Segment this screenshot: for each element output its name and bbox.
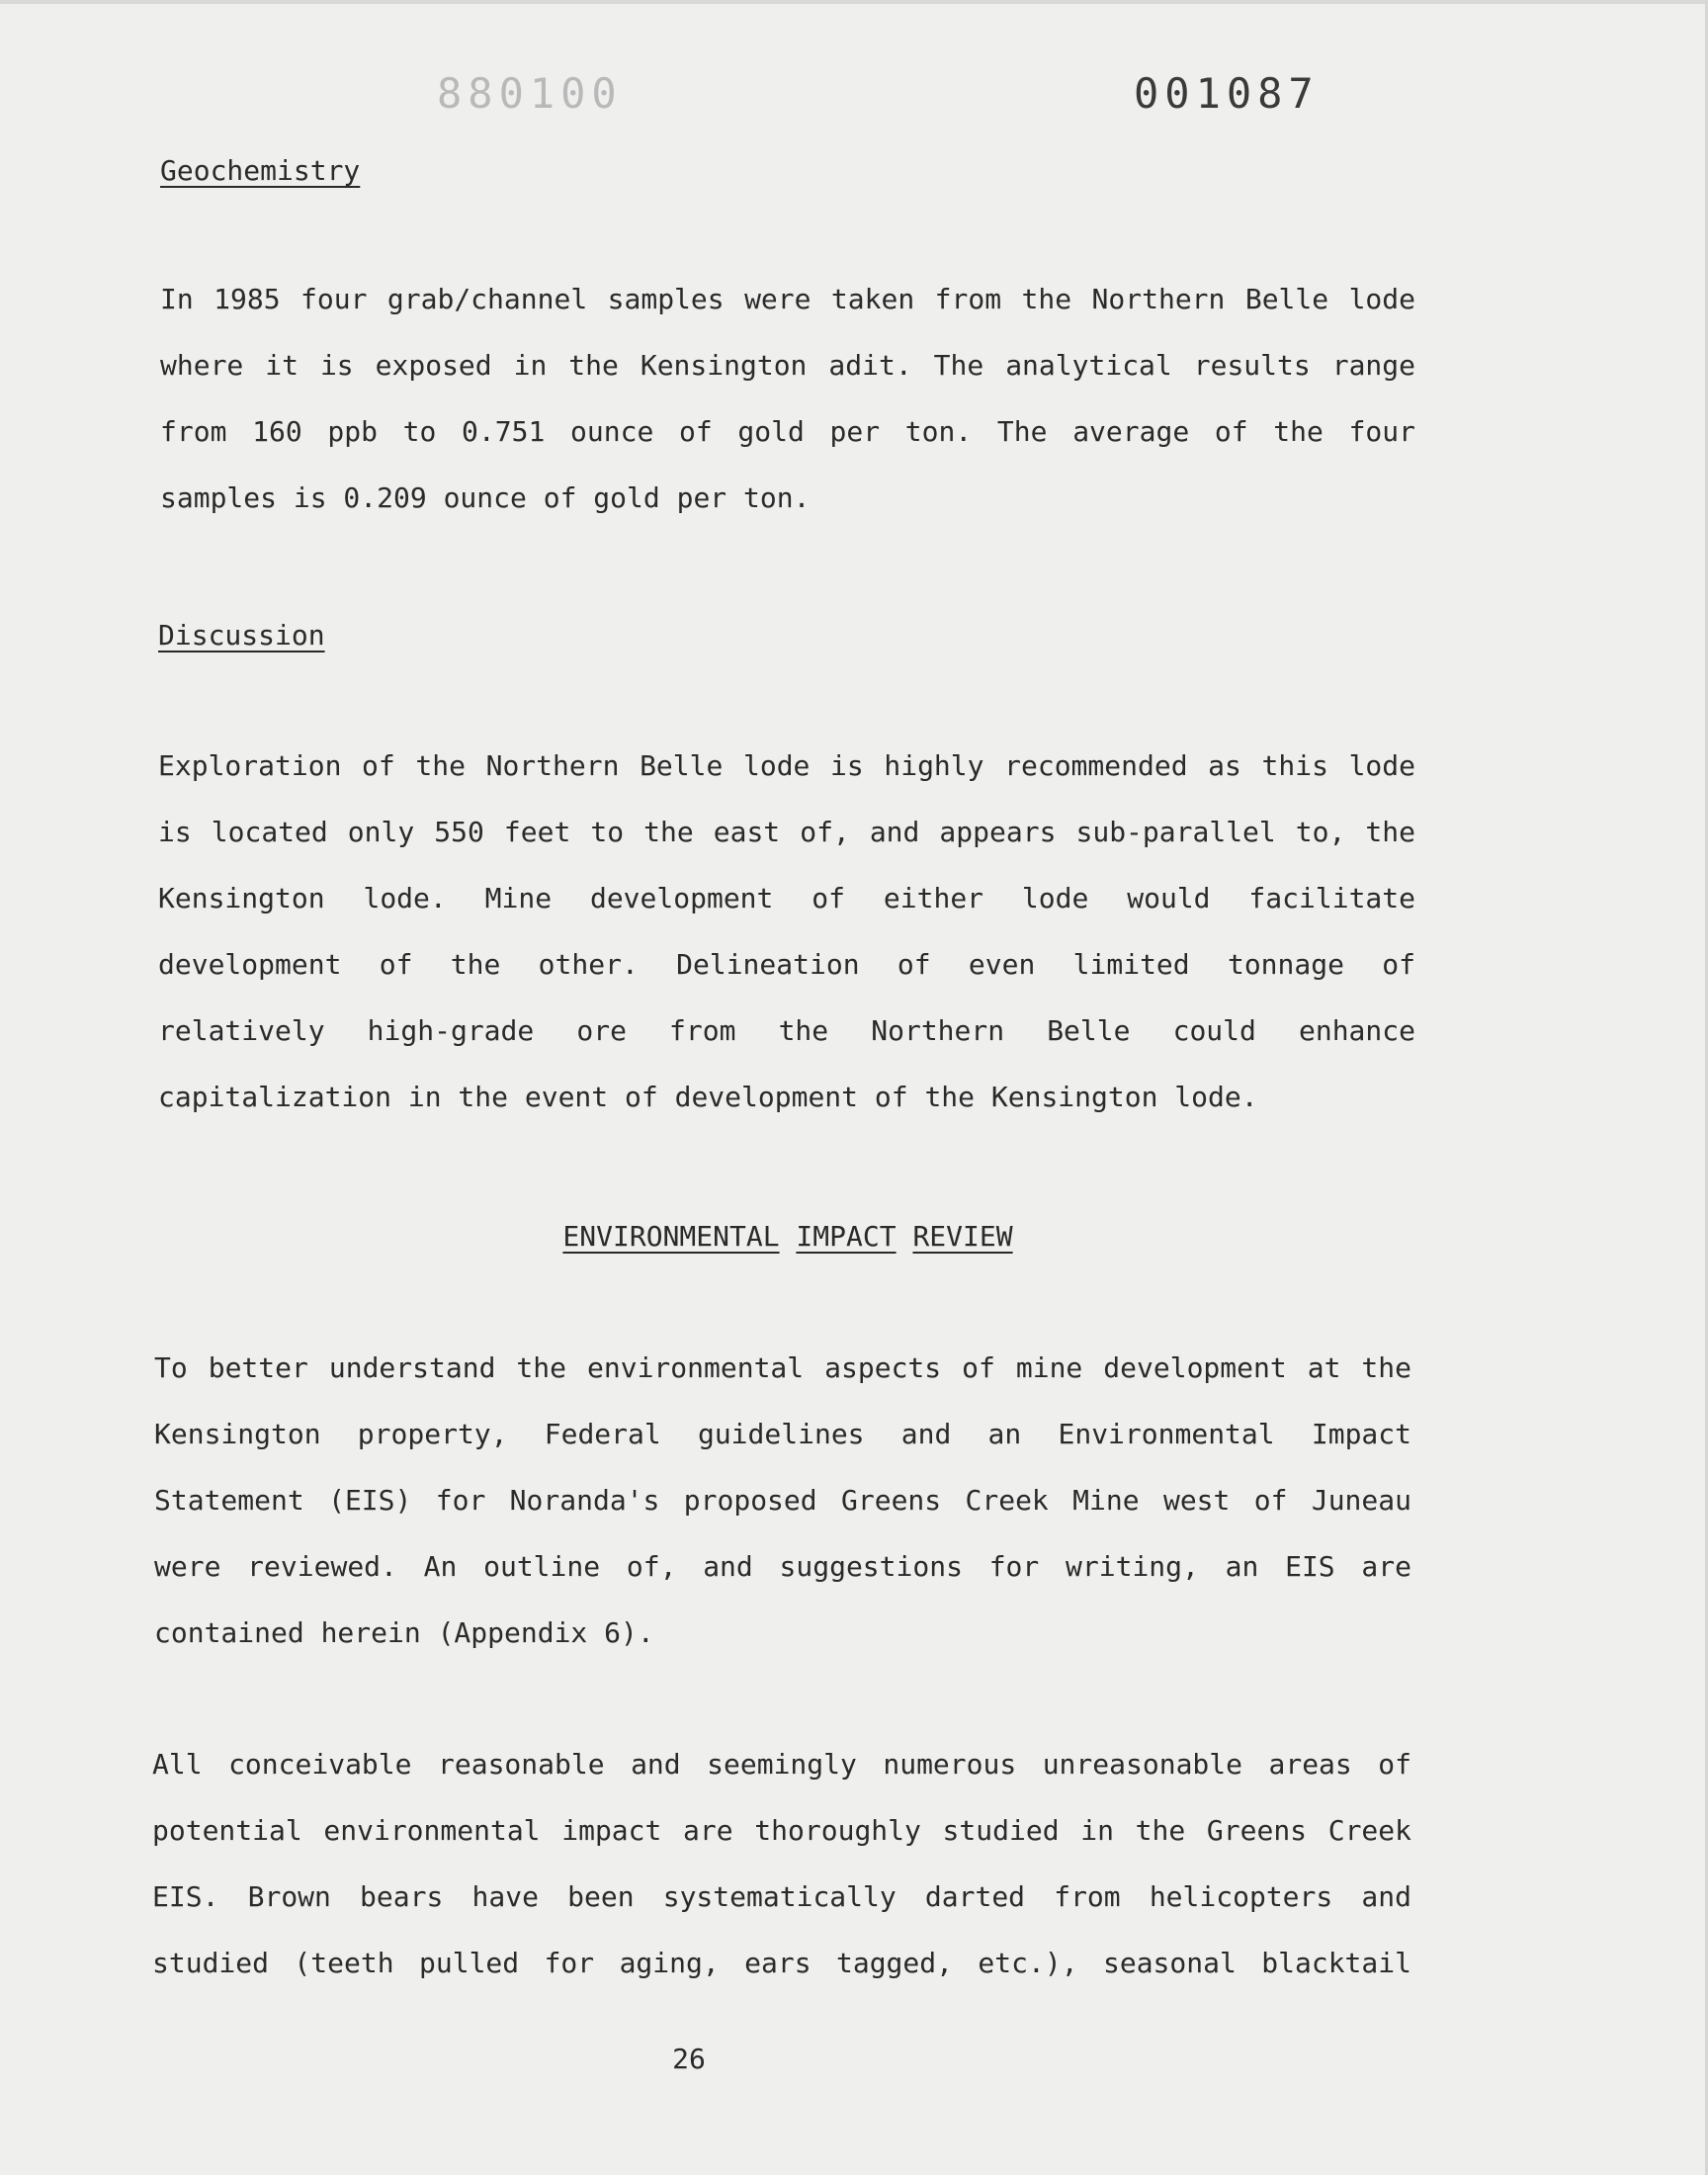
text-line: Statement (EIS) for Noranda's proposed Greens Creek Mine west of Juneau [154, 1484, 1411, 1517]
heading-word: IMPACT [796, 1220, 897, 1253]
page-top-edge [0, 0, 1708, 4]
environmental-impact-review-heading [0, 1220, 1576, 1253]
discussion-heading: Discussion [158, 619, 325, 652]
text-line: where it is exposed in the Kensington adit. The analytical results range [160, 349, 1415, 382]
text-line: potential environmental impact are thoroughly studied in the Greens Creek [152, 1814, 1411, 1847]
text-line: Exploration of the Northern Belle lode is highly recommended as this lode [158, 749, 1415, 782]
page-number: 26 [672, 2043, 706, 2075]
text-line: Kensington lode. Mine development of either lode would facilitate [158, 882, 1415, 914]
text-line: studied (teeth pulled for aging, ears tagged, etc.), seasonal blacktail [152, 1947, 1411, 1979]
text-line: In 1985 four grab/channel samples were taken from the Northern Belle lode [160, 283, 1415, 315]
heading-word: ENVIRONMENTAL [562, 1220, 780, 1253]
discussion-paragraph [158, 749, 1415, 1147]
text-line: All conceivable reasonable and seemingly numerous unreasonable areas of [152, 1748, 1411, 1781]
text-line: capitalization in the event of development of the Kensington lode. [158, 1081, 1258, 1113]
text-line: contained herein (Appendix 6). [154, 1616, 654, 1649]
text-line: development of the other. Delineation of even limited tonnage of [158, 948, 1415, 981]
geochemistry-heading: Geochemistry [160, 154, 361, 187]
text-line: is located only 550 feet to the east of, and appears sub-parallel to, the [158, 816, 1415, 848]
text-line: Kensington property, Federal guidelines and an Environmental Impact [154, 1418, 1411, 1450]
text-line: from 160 ppb to 0.751 ounce of gold per ton. The average of the four [160, 415, 1415, 448]
text-line: samples is 0.209 ounce of gold per ton. [160, 481, 811, 514]
heading-word: REVIEW [912, 1220, 1013, 1253]
geochemistry-paragraph [160, 283, 1415, 548]
text-line: relatively high-grade ore from the Northern Belle could enhance [158, 1014, 1415, 1047]
environmental-paragraph-2 [152, 1748, 1411, 2013]
text-line: EIS. Brown bears have been systematically darted from helicopters and [152, 1880, 1411, 1913]
document-number-stamp: 001087 [1134, 69, 1320, 118]
faded-stamp-number: 880100 [437, 69, 623, 118]
environmental-paragraph-1 [154, 1351, 1411, 1683]
text-line: were reviewed. An outline of, and suggestions for writing, an EIS are [154, 1550, 1411, 1583]
text-line: To better understand the environmental aspects of mine development at the [154, 1351, 1411, 1384]
